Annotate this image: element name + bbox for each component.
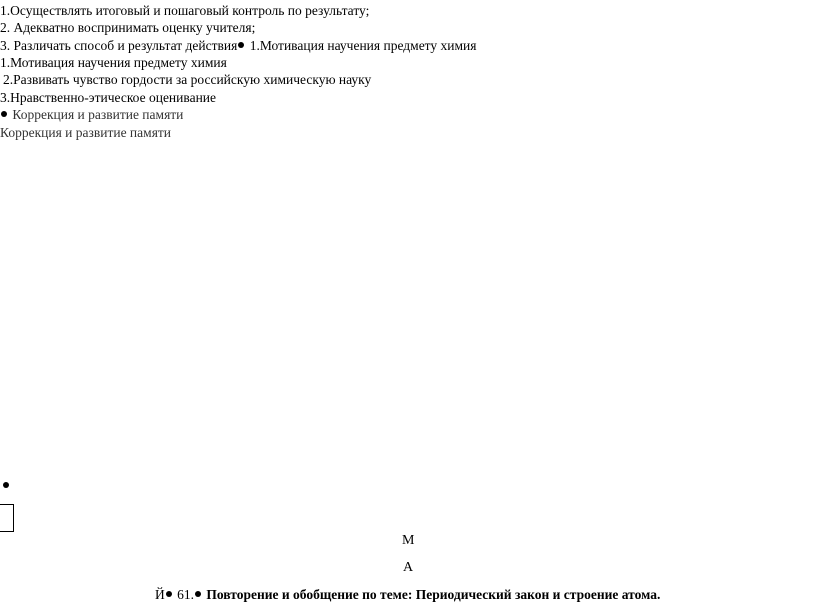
text-line-5: 2.Развивать чувство гордости за российскую химическую науку [3,72,372,87]
lesson-number: 61. [173,587,194,602]
text-line-3-part-a: 3. Различать способ и результат действия [0,38,238,53]
text-line-4: 1.Мотивация научения предмету химия [0,55,227,70]
letter-m: М [402,533,415,548]
letter-a: А [403,560,414,575]
bullet-icon [1,111,7,117]
bullet-icon [238,42,244,48]
text-line-7 [0,107,183,123]
text-line-3-part-b: 1.Мотивация научения предмету химия [246,38,477,53]
box-frame [0,504,14,532]
lesson-title-line [155,587,660,603]
text-line-6: 3.Нравственно-этическое оценивание [0,90,217,105]
text-line-8: Коррекция и развитие памяти [0,125,172,140]
lesson-prefix: Й [155,587,165,602]
bullet-icon [195,591,201,597]
lesson-title: Повторение и обобщение по теме: Периодический закон и строение атома. [203,587,661,602]
text-line-1: 1.Осуществлять итоговый и пошаговый контроль по результату; [0,3,370,18]
text-line-3 [0,38,477,54]
text-line-7-text: Коррекция и развитие памяти [9,107,184,122]
bullet-icon [3,482,9,488]
bullet-icon [166,591,172,597]
text-line-2: 2. Адекватно воспринимать оценку учителя; [0,20,256,35]
